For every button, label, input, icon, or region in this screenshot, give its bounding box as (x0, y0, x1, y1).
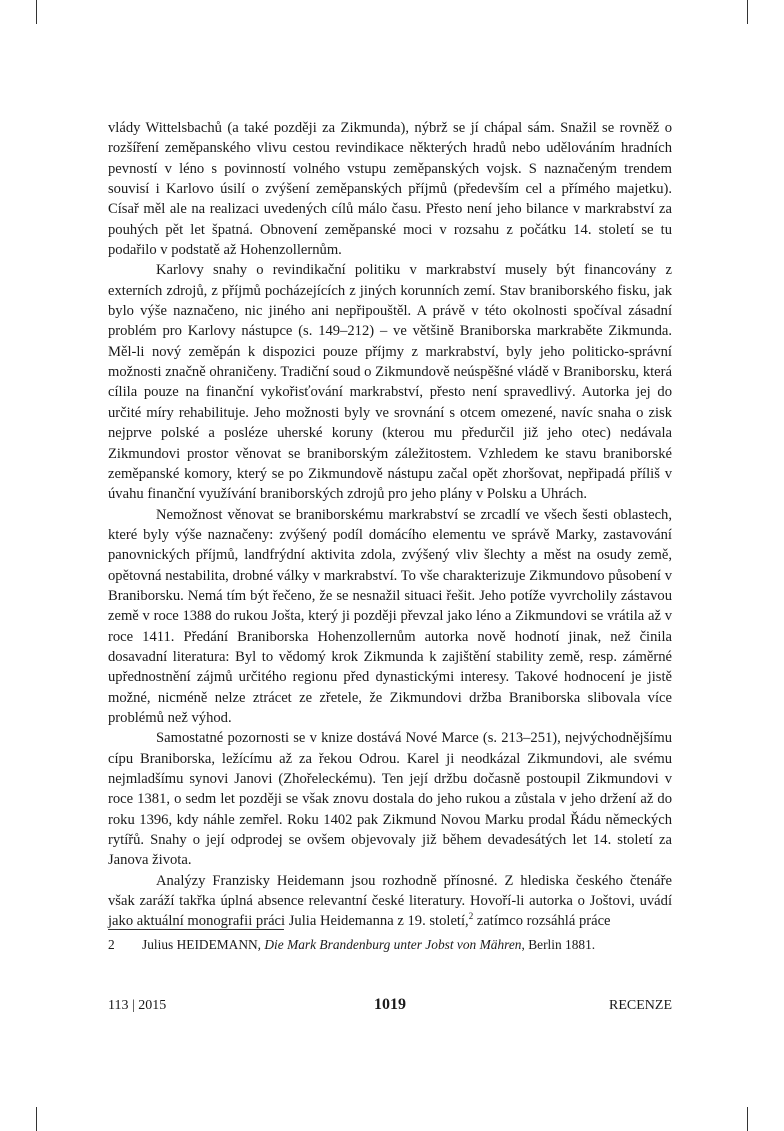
footnote-rule (108, 929, 284, 930)
footnote-rest: , Berlin 1881. (521, 937, 596, 952)
paragraph: Samostatné pozornosti se v knize dostává Nové Marce (s. 213–251), nejvýchodnějšímu cípu Braniborska, ležícímu až za řekou Odrou. Karel ji neodkázal Zikmundovi, ale svému nejmladšímu synovi Janovi (Zhořeleckému). Ten její držbu dočasně postoupil Zikmundovi v roce 1381, o sedm let později se však znovu dostala do jeho rukou a zůstala v jeho držení až do roku 1396, kdy náhle zemřel. Roku 1402 pak Zikmund Novou Marku prodal Řádu německých rytířů. Snahy o její odprodej se ovšem objevovaly již během devadesátých let 14. století za Janova života. (108, 730, 672, 869)
crop-mark-bottom-left (36, 1107, 37, 1131)
crop-mark-top-right (747, 0, 748, 24)
footnote-author: Julius HEIDEMANN, (142, 937, 262, 952)
footnote-reference[interactable]: 2 (468, 911, 474, 922)
page-number: 1019 (374, 996, 406, 1013)
footnote-number: 2 (108, 937, 115, 952)
paragraph: vlády Wittelsbachů (a také později za Zikmunda), nýbrž se jí chápal sám. Snažil se rovněž o rozšíření zeměpanského vlivu cestou revindikace některých hradů nebo udělováním hradních pevností v léno s povinností volného vstupu zeměpanských vojsk. S naznačeným trendem souvisí i Karlovo úsilí o zvýšení zeměpanských příjmů (především cel a přímého majetku). Císař měl ale na realizaci uvedených cílů málo času. Přesto není jeho bilance v markrabství za pouhých pět let špatná. Obnovení zeměpanské moci v rozsahu z počátku 14. století se tu podařilo v podstatě až Hohenzollernům. (108, 120, 672, 259)
body-text (108, 118, 672, 932)
paragraph: Nemožnost věnovat se braniborskému markrabství se zrcadlí ve všech šesti oblastech, které byly výše naznačeny: zvýšený podíl domácího elementu ve správě Marky, zastavování panovnických příjmů, landfrýdní aktivita zdola, zvýšený vliv šlechty a měst na osudy země, opětovná nestabilita, drobné války v markrabství. To vše charakterizuje Zikmundovo působení v Braniborsku. Nemá tím být řečeno, že se nesnažil situaci řešit. Jeho potíže vyvrcholily zástavou země v roce 1388 do rukou Jošta, který ji později převzal jako léno a Zikmundovi se vrátila až v roce 1411. Předání Braniborska Hohenzollernům autorka nově hodnotí jinak, než činila dosavadní literatura: Byl to vědomý krok Zikmunda k zajištění stability země, resp. záměrné upřednostnění zájmů určitého regionu před dynastickými interesy. Takové hodnocení je jistě možné, nicméně nelze ztrácet ze zřetele, že Zikmundovi držba Braniborska slibovala více problémů než výhod. (108, 506, 672, 726)
paragraph-last (108, 871, 672, 932)
section-name: RECENZE (609, 998, 672, 1013)
paragraph-text: Analýzy Franzisky Heidemann jsou rozhodně přínosné. Z hlediska českého čtenáře však zaráží takřka úplná absence relevantní české literatury. Hovoří-li autorka o Joštovi, uvádí jako aktuální monografii práci Julia Heidemanna z 19. století, (108, 872, 672, 930)
crop-mark-top-left (36, 0, 37, 24)
journal-issue: 113 | 2015 (108, 998, 167, 1013)
paragraph-tail: zatímco rozsáhlá práce (473, 913, 611, 930)
footnote-title: Die Mark Brandenburg unter Jobst von Mähren (264, 937, 522, 952)
page-footer (108, 996, 672, 1018)
paragraph: Karlovy snahy o revindikační politiku v markrabství musely být financovány z externích zdrojů, z příjmů pocházejících z jiných korunních zemí. Stav braniborského fisku, jak bylo výše naznačeno, nic jiného ani nepřipouštěl. A právě v této okolnosti spočíval zásadní problém pro Karlovy nástupce (s. 149–212) – ve většině Braniborska markraběte Zikmunda. Měl-li nový zeměpán k dispozici pouze příjmy z markrabství, byly jeho politicko-správní možnosti značně ohraničeny. Tradiční soud o Zikmundově neúspěšné vládě v Braniborsku, která cílila pouze na finanční vykořisťování markrabství, přesto není spravedlivý. Autorka jej do určité míry rehabilituje. Jeho možnosti byly ve srovnání s otcem omezené, navíc snaha o zisk nejprve polské a posléze uherské koruny (kterou mu předurčil již jeho otec) nedávala Zikmundovi prostor věnovat se braniborským záležitostem. Vzhledem ke stavu braniborské zeměpanské komory, který se po Zikmundově nástupu začal opět zhoršovat, nepřipadá příliš v úvahu finanční využívání braniborských zdrojů pro jeho plány v Polsku a Uhrách. (108, 262, 672, 503)
crop-mark-bottom-right (747, 1107, 748, 1131)
footnote (108, 936, 672, 954)
